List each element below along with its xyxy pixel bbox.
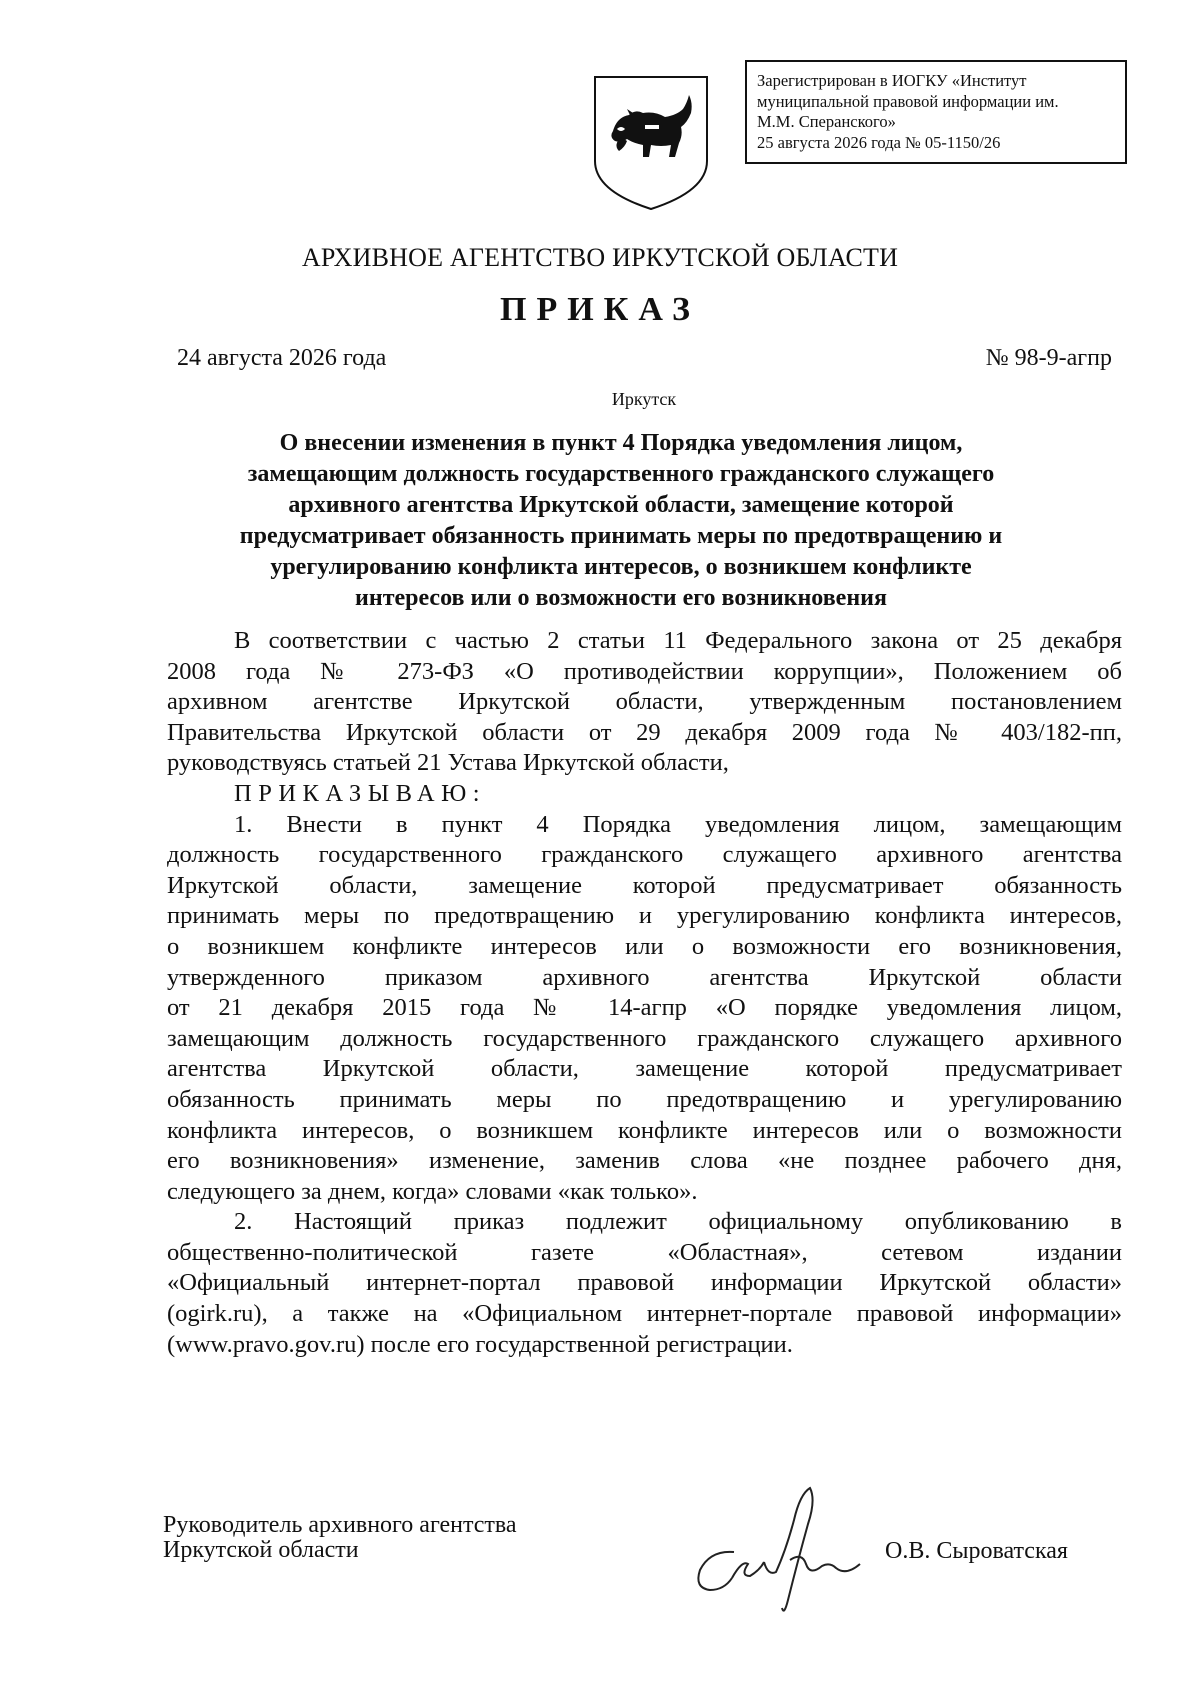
- subject-line: замещающим должность государственного гражданского служащего: [247, 461, 995, 487]
- item-2-paragraph: [167, 1207, 1122, 1360]
- body-line: Иркутской области, замещение которой предусматривает обязанность: [167, 871, 1122, 899]
- body-line: Правительства Иркутской области от 29 декабря 2009 года № 403/182-пп,: [167, 718, 1122, 746]
- order-word: ПРИКАЗЫВАЮ:: [234, 779, 487, 807]
- body-line: «Официальный интернет-портал правовой информации Иркутской области»: [167, 1269, 1122, 1297]
- document-number: № 98-9-агпр: [985, 345, 1112, 371]
- stamp-line: 25 августа 2026 года № 05-1150/26: [757, 132, 1001, 152]
- irkutsk-coat-of-arms-icon: [591, 73, 711, 213]
- subject-line: предусматривает обязанность принимать меры по предотвращению и: [239, 523, 1003, 549]
- body-line: руководствуясь статьей 21 Устава Иркутской области,: [167, 749, 729, 777]
- subject-line: О внесении изменения в пункт 4 Порядка уведомления лицом,: [279, 430, 963, 456]
- body-line: его возникновения» изменение, заменив слова «не позднее рабочего дня,: [167, 1147, 1122, 1175]
- body-line: общественно-политической газете «Областная», сетевом издании: [167, 1238, 1122, 1266]
- agency-name: АРХИВНОЕ АГЕНТСТВО ИРКУТСКОЙ ОБЛАСТИ: [301, 243, 899, 272]
- document-city: Иркутск: [611, 389, 677, 409]
- body-line: утвержденного приказом архивного агентства Иркутской области: [167, 963, 1122, 991]
- signer-position-line: Иркутской области: [163, 1537, 359, 1563]
- body-line: обязанность принимать меры по предотвращению и урегулированию: [167, 1085, 1122, 1113]
- body-line: 1. Внести в пункт 4 Порядка уведомления лицом, замещающим: [234, 810, 1122, 838]
- body-line: о возникшем конфликте интересов или о возможности его возникновения,: [167, 932, 1122, 960]
- body-line: агентства Иркутской области, замещение которой предусматривает: [167, 1055, 1122, 1083]
- body-line: (www.pravo.gov.ru) после его государственной регистрации.: [167, 1330, 793, 1358]
- body-line: архивном агентстве Иркутской области, утвержденным постановлением: [167, 688, 1122, 716]
- subject-line: интересов или о возможности его возникновения: [355, 585, 887, 611]
- body-line: конфликта интересов, о возникшем конфликте интересов или о возможности: [167, 1116, 1122, 1144]
- body-line: замещающим должность государственного гражданского служащего архивного: [167, 1024, 1122, 1052]
- signer-position-line: Руководитель архивного агентства: [163, 1512, 517, 1538]
- preamble-paragraph: [167, 626, 1122, 779]
- body-line: должность государственного гражданского служащего архивного агентства: [167, 841, 1122, 869]
- body-line: 2008 года № 273-ФЗ «О противодействии коррупции», Положением об: [167, 657, 1122, 685]
- document-subject: [150, 428, 1092, 614]
- stamp-line: М.М. Сперанского»: [757, 112, 896, 131]
- item-1-paragraph: [167, 810, 1122, 1208]
- body-line: 2. Настоящий приказ подлежит официальному опубликованию в: [234, 1208, 1122, 1236]
- handwritten-signature-icon: [690, 1480, 890, 1620]
- subject-line: архивного агентства Иркутской области, замещение которой: [288, 492, 954, 518]
- stamp-line: Зарегистрирован в ИОГКУ «Институт: [757, 71, 1027, 90]
- body-line: (ogirk.ru), а также на «Официальном интернет-портале правовой информации»: [167, 1300, 1122, 1328]
- body-line: принимать меры по предотвращению и урегулированию конфликта интересов,: [167, 902, 1122, 930]
- signer-position: [163, 1513, 517, 1563]
- subject-line: урегулированию конфликта интересов, о возникшем конфликте: [270, 554, 972, 580]
- document-type-title: ПРИКАЗ: [500, 291, 700, 328]
- body-line: от 21 декабря 2015 года № 14-агпр «О порядке уведомления лицом,: [167, 994, 1122, 1022]
- body-line: В соответствии с частью 2 статьи 11 Федерального закона от 25 декабря: [234, 627, 1122, 654]
- document-body: [167, 626, 1122, 1360]
- signer-name: О.В. Сыроватская: [885, 1538, 1068, 1564]
- registration-stamp: [745, 60, 1127, 164]
- document-date: 24 августа 2026 года: [177, 345, 387, 371]
- stamp-line: муниципальной правовой информации им.: [757, 91, 1059, 111]
- body-line: следующего за днем, когда» словами «как только».: [167, 1177, 698, 1205]
